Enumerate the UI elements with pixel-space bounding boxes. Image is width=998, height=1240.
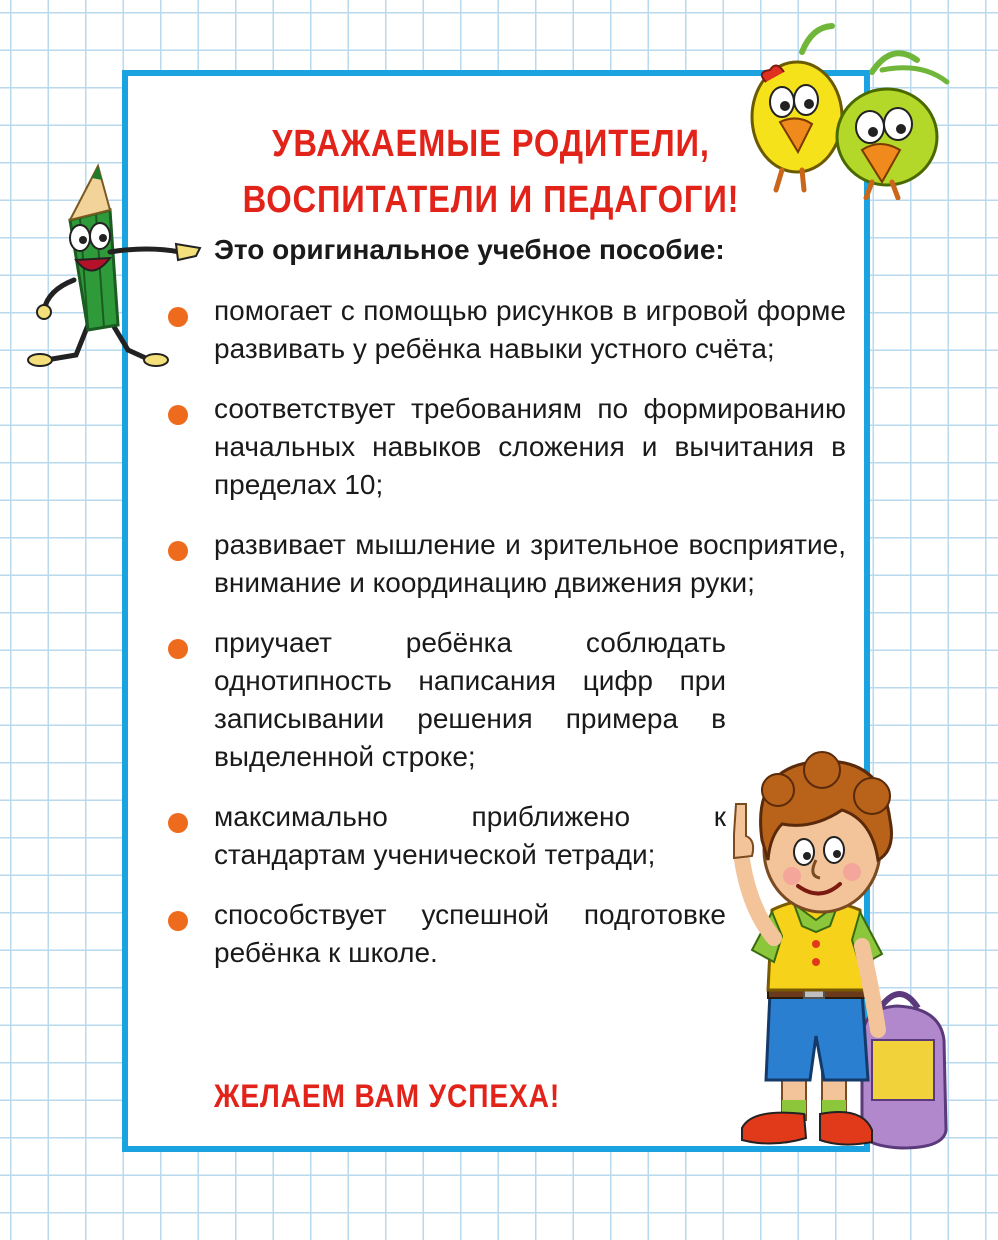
- boy-with-backpack-icon: [712, 740, 962, 1160]
- list-item: [128, 798, 726, 874]
- list-item-text: помогает с помощью рисунков в игровой форме развивать у ребёнка навыки устного счёта;: [214, 295, 846, 364]
- list-item: [128, 292, 846, 368]
- intro-text: Это оригинальное учебное пособие:: [214, 234, 725, 265]
- list-item-text: развивает мышление и зрительное восприятие, внимание и координацию движения руки;: [214, 529, 846, 598]
- closing-wish: ЖЕЛАЕМ ВАМ УСПЕХА!: [214, 1078, 561, 1114]
- heading-line-1: УВАЖАЕМЫЕ РОДИТЕЛИ,: [272, 123, 710, 165]
- list-item-text: приучает ребёнка соблюдать однотипность написания цифр при записывании решения примера в выделенной строке;: [214, 627, 726, 772]
- heading-line-2: ВОСПИТАТЕЛИ И ПЕДАГОГИ!: [242, 179, 740, 221]
- list-item: [128, 624, 726, 776]
- list-item: [128, 390, 846, 504]
- list-item-text: способствует успешной подготовке ребёнка к школе.: [214, 899, 726, 968]
- list-item: [128, 526, 846, 602]
- bullet-dot-icon: [168, 541, 188, 561]
- list-item-text: максимально приближено к стандартам ученической тетради;: [214, 801, 726, 870]
- bullet-dot-icon: [168, 639, 188, 659]
- list-item: [128, 896, 726, 972]
- page-heading: [179, 116, 803, 228]
- bullet-dot-icon: [168, 405, 188, 425]
- bullet-dot-icon: [168, 911, 188, 931]
- bullet-dot-icon: [168, 813, 188, 833]
- pencil-character-icon: [18, 160, 203, 380]
- two-parrots-icon: [742, 22, 967, 200]
- list-item-text: соответствует требованиям по формированию начальных навыков сложения и вычитания в пределах 10;: [214, 393, 846, 500]
